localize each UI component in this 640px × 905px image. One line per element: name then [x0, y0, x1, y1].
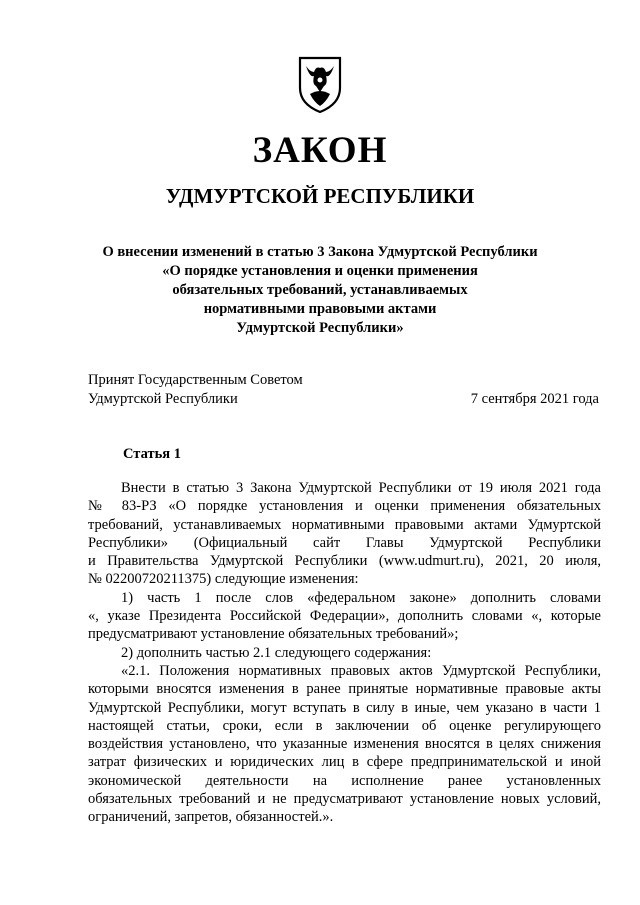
law-name-line: О внесении изменений в статью 3 Закона Удмуртской Республики: [102, 244, 538, 260]
body-line: № 83-РЗ «О порядке установления и оценки применения обязательных: [88, 498, 601, 515]
body-line: Внести в статью 3 Закона Удмуртской Республики от 19 июля 2021 года: [121, 480, 601, 496]
body-line: Республики» (Официальный сайт Главы Удмуртской Республики: [88, 534, 601, 551]
body-line: затрат физических и юридических лиц в сфере предпринимательской и иной: [88, 754, 601, 771]
body-line: требований, устанавливаемых нормативными правовыми актами Удмуртской: [88, 516, 601, 533]
law-name-line: Удмуртской Республики»: [236, 320, 404, 336]
law-subtitle: УДМУРТСКОЙ РЕСПУБЛИКИ: [165, 184, 475, 208]
adopted-date: 7 сентября 2021 года: [470, 391, 599, 407]
body-line: «2.1. Положения нормативных правовых актов Удмуртской Республики,: [121, 662, 601, 679]
body-line: 1) часть 1 после слов «федеральном законе» дополнить словами: [121, 589, 601, 606]
body-line: № 02200720211375) следующие изменения:: [88, 571, 359, 588]
coat-of-arms-icon: [296, 54, 344, 114]
body-line: экономической деятельности на исполнение ранее установленных: [88, 772, 601, 789]
body-line: 2) дополнить частью 2.1 следующего содержания:: [121, 644, 432, 661]
law-title: ЗАКОН: [252, 130, 388, 171]
law-name: [60, 243, 580, 338]
law-name-line: обязательных требований, устанавливаемых: [172, 282, 468, 298]
body-line: которыми вносятся изменения в ранее принятые нормативные правовые акты: [88, 681, 601, 698]
body-line: предусматривают установление обязательных требований»;: [88, 626, 459, 643]
article-body: [88, 479, 601, 827]
adopted-line: Принят Государственным Советом: [88, 372, 303, 388]
body-line: «, указе Президента Российской Федерации», дополнить словами «, которые: [88, 608, 601, 625]
adopted-line: Удмуртской Республики: [88, 391, 238, 407]
body-line: Удмуртской Республики, могут вступать в силу в иные, чем указано в части 1: [88, 699, 601, 716]
law-name-line: «О порядке установления и оценки применения: [162, 263, 478, 279]
body-line: и Правительства Удмуртской Республики (www.udmurt.ru), 2021, 20 июля,: [88, 553, 601, 570]
body-line: ограничений, запретов, обязанностей.».: [88, 809, 334, 826]
body-line: настоящей статьи, сроки, если в заключении об оценке регулирующего: [88, 717, 601, 734]
adopted-by: [88, 371, 303, 409]
law-name-line: нормативными правовыми актами: [203, 301, 437, 317]
article-heading: Статья 1: [123, 446, 181, 462]
body-line: воздействия установлено, что указанные изменения вносятся в целях снижения: [88, 736, 601, 753]
body-line: обязательных требований и не предусматривают установление новых условий,: [88, 791, 601, 808]
